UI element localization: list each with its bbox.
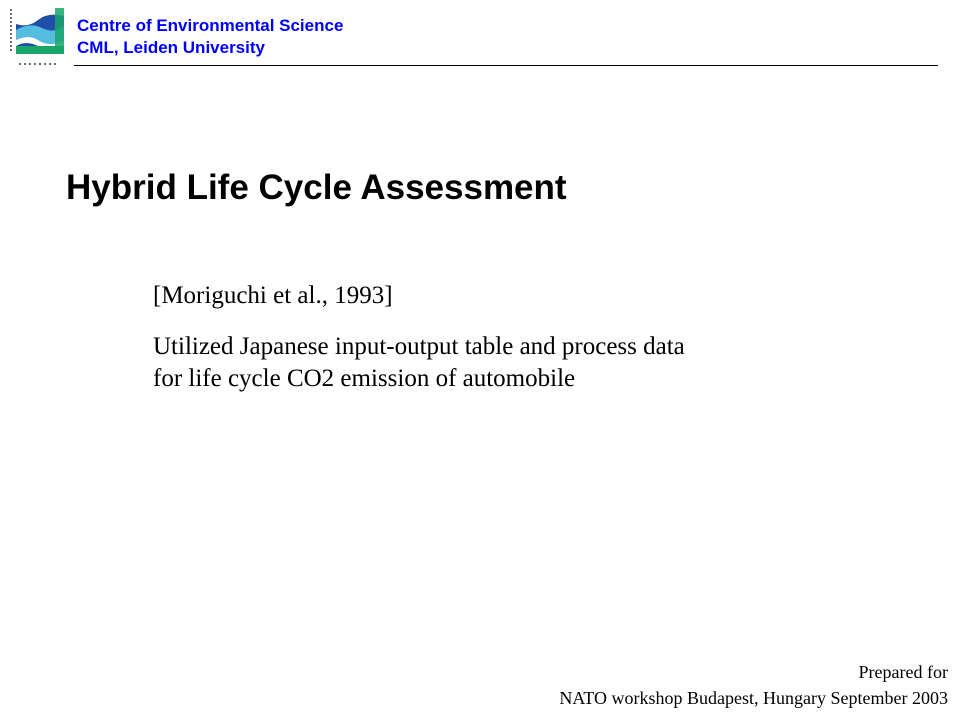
slide-title: Hybrid Life Cycle Assessment <box>66 168 567 207</box>
org-line-1: Centre of Environmental Science <box>77 16 344 35</box>
footer-line-1: Prepared for <box>858 662 948 682</box>
slide-footer <box>559 659 948 711</box>
slide-header <box>0 0 960 70</box>
organization-name <box>77 15 343 59</box>
description-line-2: for life cycle CO2 emission of automobile <box>153 365 576 392</box>
description-line-1: Utilized Japanese input-output table and process data <box>153 333 685 360</box>
citation: [Moriguchi et al., 1993] <box>153 282 393 309</box>
slide-body <box>153 280 873 395</box>
description <box>153 331 873 395</box>
header-divider <box>74 65 938 66</box>
cml-logo-icon <box>8 6 68 68</box>
org-line-2: CML, Leiden University <box>77 38 265 57</box>
footer-line-2: NATO workshop Budapest, Hungary September 2003 <box>559 688 948 708</box>
